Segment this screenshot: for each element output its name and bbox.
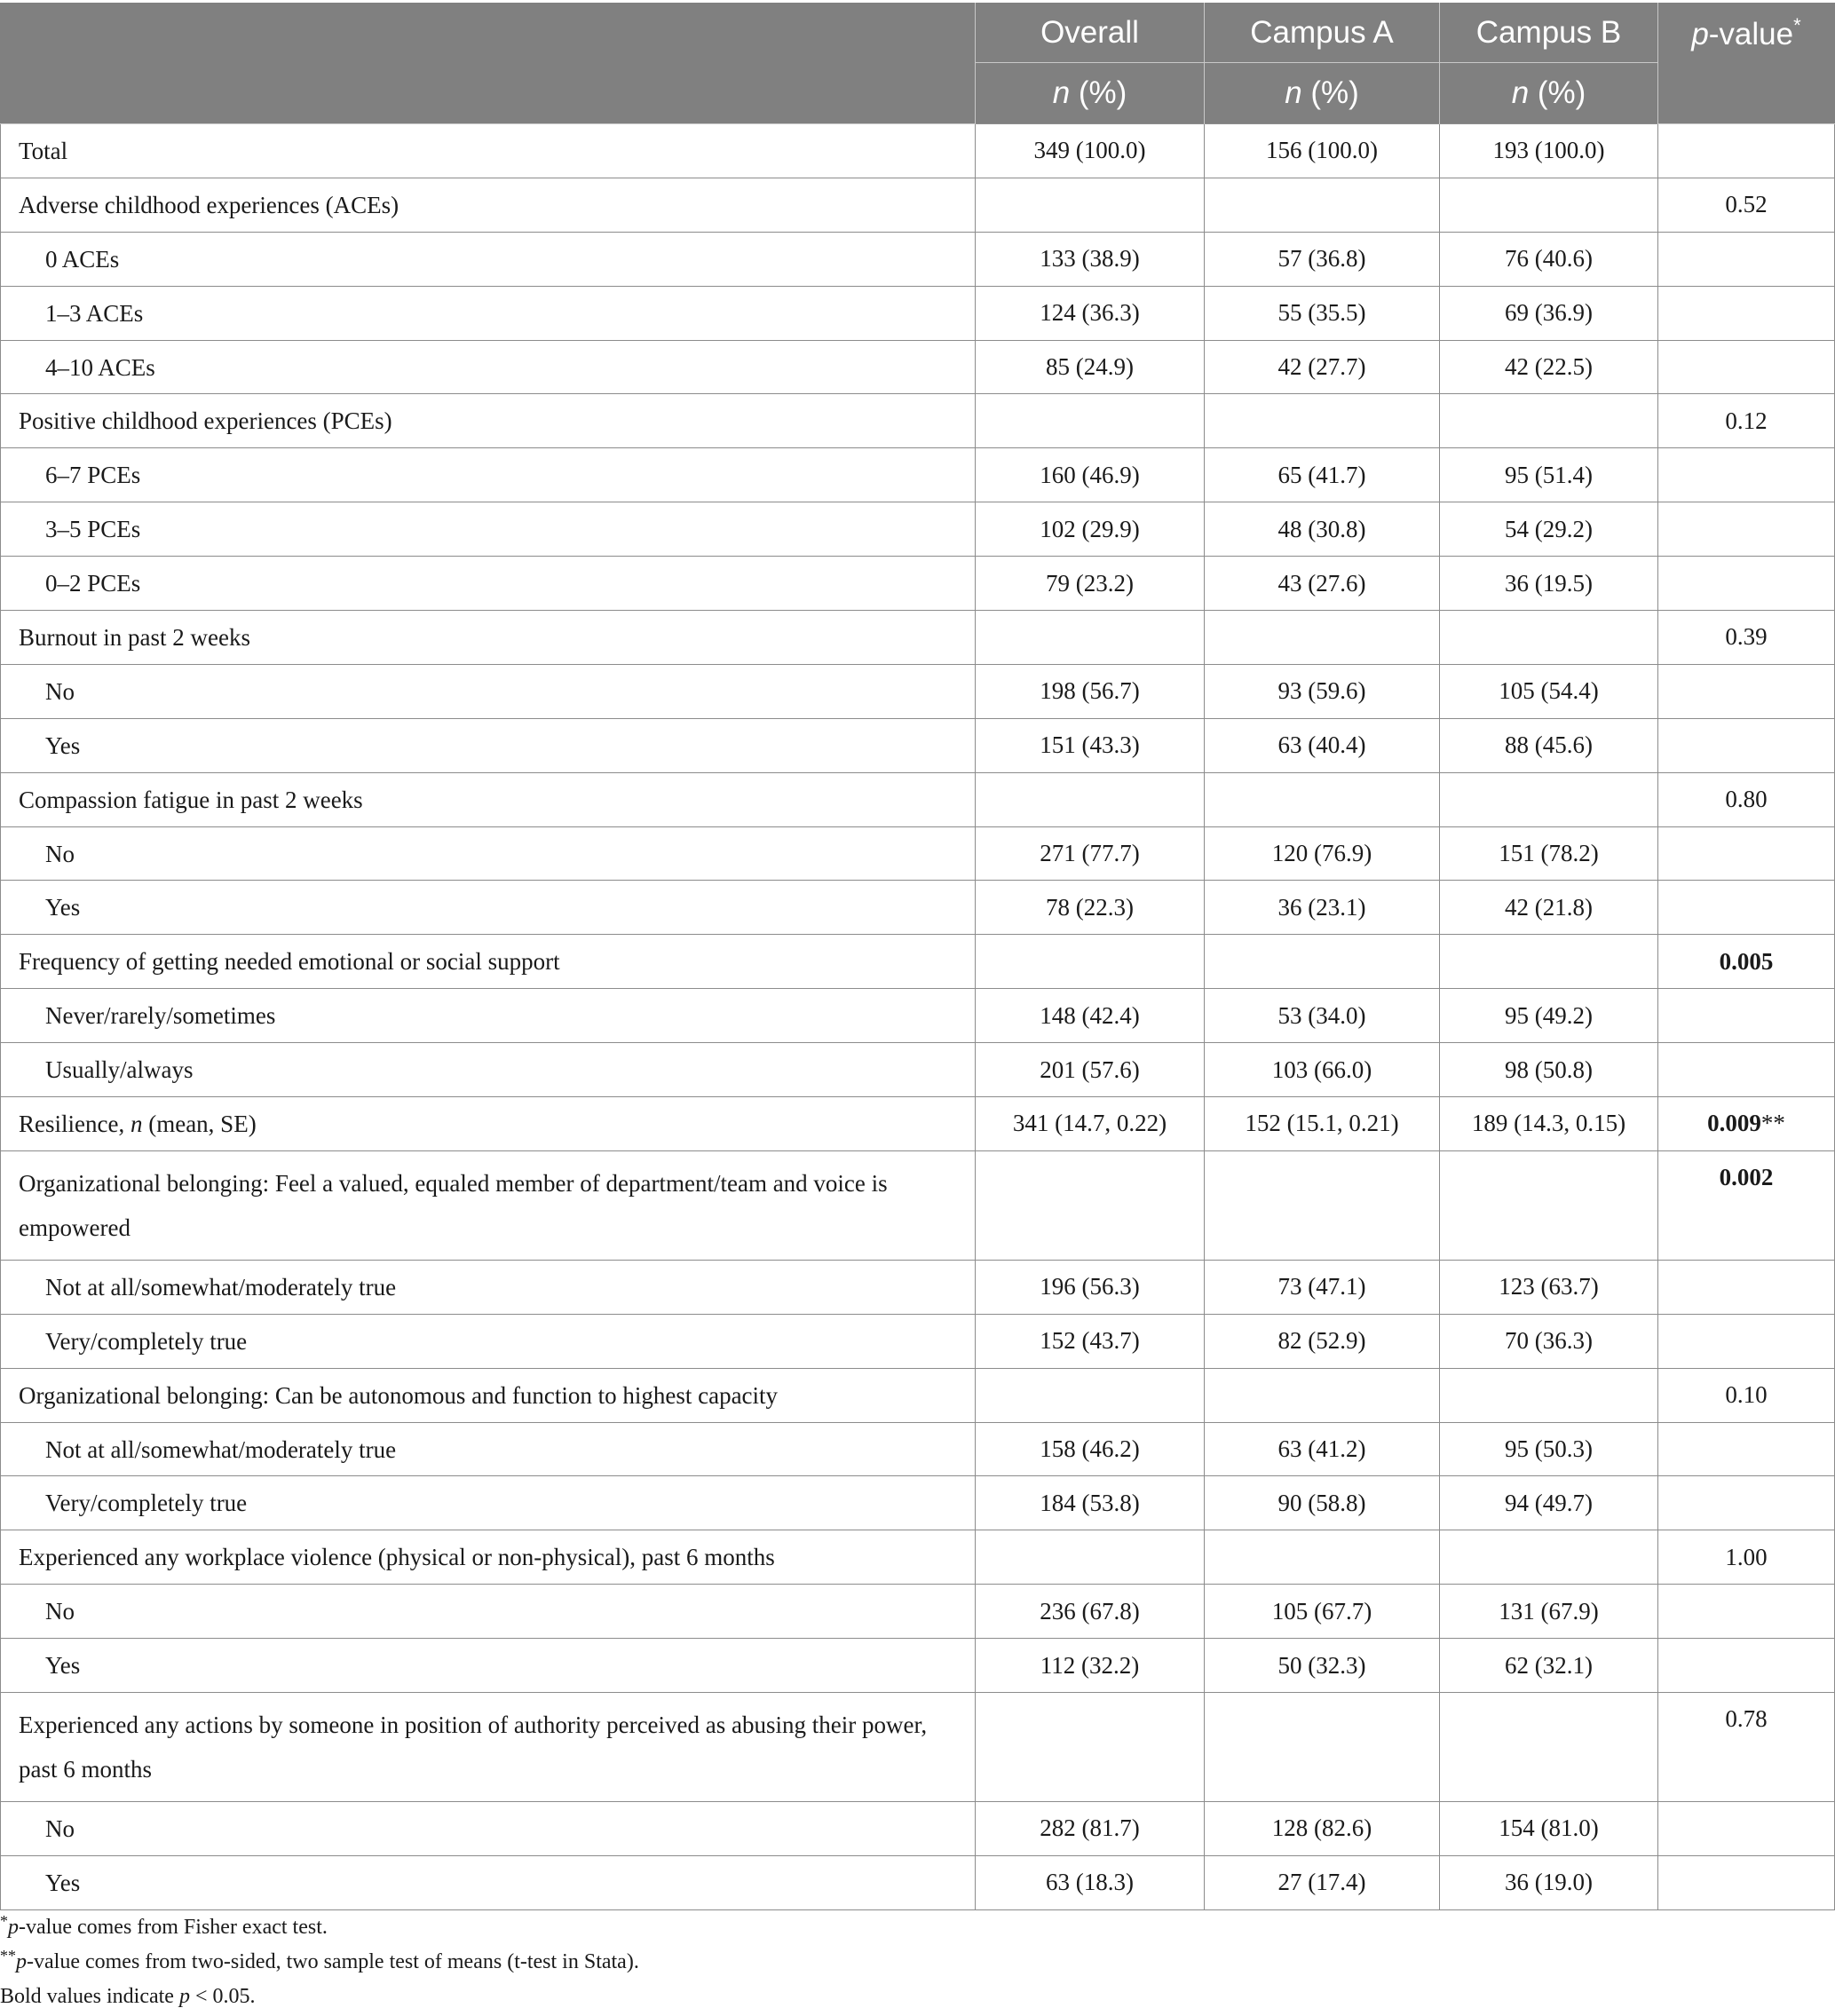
footnote-2-text: -value comes from two-sided, two sample test of means (t-test in Stata).	[27, 1950, 639, 1973]
cell-campus-a: 36 (23.1)	[1205, 881, 1440, 935]
cell-p-value	[1658, 1043, 1835, 1097]
cell-campus-b: 95 (49.2)	[1440, 989, 1658, 1043]
table-row	[1, 611, 1835, 665]
footnote-1-mark: *	[0, 1912, 8, 1930]
cell-p-value	[1658, 1855, 1835, 1909]
p-value-number: 0.52	[1725, 191, 1768, 218]
cell-overall	[976, 394, 1205, 448]
cell-overall	[976, 611, 1205, 665]
cell-campus-b: 76 (40.6)	[1440, 232, 1658, 286]
header-p-rest: -value	[1708, 17, 1794, 51]
table-row	[1, 1855, 1835, 1909]
table-row	[1, 1693, 1835, 1802]
cell-campus-b	[1440, 1693, 1658, 1802]
cell-campus-b: 94 (49.7)	[1440, 1476, 1658, 1530]
table-row	[1, 1476, 1835, 1530]
cell-campus-b	[1440, 935, 1658, 989]
cell-campus-a	[1205, 1368, 1440, 1422]
table-row	[1, 1260, 1835, 1314]
cell-overall	[976, 1530, 1205, 1585]
cell-campus-a	[1205, 1530, 1440, 1585]
row-sublabel: Very/completely true	[1, 1314, 976, 1368]
cell-overall: 148 (42.4)	[976, 989, 1205, 1043]
cell-p-value	[1658, 124, 1835, 178]
cell-p-value	[1658, 286, 1835, 340]
footnote-3-post: < 0.05.	[189, 1985, 256, 2008]
cell-campus-a: 90 (58.8)	[1205, 1476, 1440, 1530]
header-campus-b: Campus B	[1440, 3, 1658, 63]
header-campus-a-unit	[1205, 63, 1440, 124]
p-value-number: 1.00	[1725, 1543, 1768, 1570]
cell-campus-a: 55 (35.5)	[1205, 286, 1440, 340]
cell-p-value	[1658, 1693, 1835, 1802]
cell-campus-a	[1205, 772, 1440, 826]
cell-campus-b	[1440, 1530, 1658, 1585]
footnotes	[0, 1910, 639, 2013]
row-sublabel: 3–5 PCEs	[1, 502, 976, 557]
cell-p-value	[1658, 772, 1835, 826]
cell-p-value	[1658, 1476, 1835, 1530]
table-row	[1, 1639, 1835, 1693]
table-row	[1, 1422, 1835, 1476]
cell-campus-a: 57 (36.8)	[1205, 232, 1440, 286]
unit-rest: (%)	[1301, 75, 1359, 110]
cell-campus-a: 42 (27.7)	[1205, 340, 1440, 394]
cell-campus-a	[1205, 394, 1440, 448]
row-label: Organizational belonging: Feel a valued, equaled member of department/team and voice is empowered	[1, 1150, 976, 1260]
cell-campus-a	[1205, 1150, 1440, 1260]
row-sublabel: No	[1, 664, 976, 718]
cell-overall: 201 (57.6)	[976, 1043, 1205, 1097]
row-label-post: (mean, SE)	[142, 1110, 257, 1137]
row-sublabel: 1–3 ACEs	[1, 286, 976, 340]
header-overall-unit	[976, 63, 1205, 124]
cell-p-value	[1658, 935, 1835, 989]
row-sublabel: Never/rarely/sometimes	[1, 989, 976, 1043]
unit-rest: (%)	[1529, 75, 1586, 110]
table-row	[1, 718, 1835, 772]
row-label: Adverse childhood experiences (ACEs)	[1, 178, 976, 232]
row-label-var: n	[130, 1110, 143, 1137]
cell-p-value	[1658, 718, 1835, 772]
p-value-suffix: **	[1760, 1110, 1785, 1137]
cell-p-value	[1658, 1150, 1835, 1260]
cell-p-value	[1658, 340, 1835, 394]
cell-campus-a: 120 (76.9)	[1205, 826, 1440, 881]
cell-campus-a: 48 (30.8)	[1205, 502, 1440, 557]
cell-campus-a: 103 (66.0)	[1205, 1043, 1440, 1097]
table-row	[1, 178, 1835, 232]
cell-p-value	[1658, 664, 1835, 718]
data-table	[0, 3, 1835, 1910]
cell-campus-a: 50 (32.3)	[1205, 1639, 1440, 1693]
cell-campus-b	[1440, 178, 1658, 232]
cell-campus-b: 189 (14.3, 0.15)	[1440, 1097, 1658, 1151]
cell-campus-a: 73 (47.1)	[1205, 1260, 1440, 1314]
table-row	[1, 286, 1835, 340]
footnote-3	[0, 1980, 639, 2013]
table-row	[1, 448, 1835, 502]
cell-p-value	[1658, 1530, 1835, 1585]
cell-p-value	[1658, 448, 1835, 502]
cell-campus-b: 95 (51.4)	[1440, 448, 1658, 502]
p-value-number: 0.39	[1725, 623, 1768, 651]
footnote-3-var: p	[178, 1985, 190, 2008]
row-sublabel: No	[1, 1585, 976, 1639]
cell-campus-b: 154 (81.0)	[1440, 1802, 1658, 1856]
row-sublabel: Usually/always	[1, 1043, 976, 1097]
cell-campus-a: 93 (59.6)	[1205, 664, 1440, 718]
cell-overall	[976, 1368, 1205, 1422]
cell-campus-b: 70 (36.3)	[1440, 1314, 1658, 1368]
row-sublabel: 0–2 PCEs	[1, 557, 976, 611]
cell-overall: 236 (67.8)	[976, 1585, 1205, 1639]
cell-campus-a: 105 (67.7)	[1205, 1585, 1440, 1639]
cell-campus-a: 43 (27.6)	[1205, 557, 1440, 611]
table-row	[1, 1530, 1835, 1585]
cell-p-value	[1658, 989, 1835, 1043]
cell-p-value	[1658, 1097, 1835, 1151]
p-value-number: 0.009	[1707, 1110, 1761, 1137]
cell-overall: 341 (14.7, 0.22)	[976, 1097, 1205, 1151]
table-row	[1, 1314, 1835, 1368]
p-value-number: 0.80	[1725, 786, 1768, 813]
cell-overall: 152 (43.7)	[976, 1314, 1205, 1368]
header-row-titles	[1, 3, 1835, 63]
cell-campus-a: 27 (17.4)	[1205, 1855, 1440, 1909]
cell-overall	[976, 1150, 1205, 1260]
table-row	[1, 124, 1835, 178]
table-body	[1, 124, 1835, 1910]
table-row	[1, 989, 1835, 1043]
header-p-mark: *	[1793, 14, 1801, 36]
cell-campus-b: 42 (21.8)	[1440, 881, 1658, 935]
footnote-1-text: -value comes from Fisher exact test.	[19, 1916, 328, 1939]
cell-overall: 63 (18.3)	[976, 1855, 1205, 1909]
cell-campus-b: 123 (63.7)	[1440, 1260, 1658, 1314]
cell-campus-a: 128 (82.6)	[1205, 1802, 1440, 1856]
cell-campus-a: 152 (15.1, 0.21)	[1205, 1097, 1440, 1151]
unit-var: n	[1511, 75, 1530, 110]
p-value-number: 0.78	[1725, 1705, 1768, 1733]
cell-campus-a: 63 (40.4)	[1205, 718, 1440, 772]
p-value-number: 0.12	[1725, 407, 1768, 434]
cell-overall: 196 (56.3)	[976, 1260, 1205, 1314]
cell-p-value	[1658, 611, 1835, 665]
row-sublabel: Not at all/somewhat/moderately true	[1, 1260, 976, 1314]
footnote-1-var: p	[8, 1916, 19, 1939]
p-value-number: 0.005	[1719, 947, 1774, 975]
cell-campus-a: 63 (41.2)	[1205, 1422, 1440, 1476]
cell-campus-b: 131 (67.9)	[1440, 1585, 1658, 1639]
table-row	[1, 1150, 1835, 1260]
table-row	[1, 340, 1835, 394]
cell-campus-b: 62 (32.1)	[1440, 1639, 1658, 1693]
footnote-3-pre: Bold values indicate	[0, 1985, 179, 2008]
cell-p-value	[1658, 1639, 1835, 1693]
table-row	[1, 1043, 1835, 1097]
cell-overall: 160 (46.9)	[976, 448, 1205, 502]
cell-overall: 158 (46.2)	[976, 1422, 1205, 1476]
cell-campus-b	[1440, 394, 1658, 448]
row-sublabel: Yes	[1, 1855, 976, 1909]
cell-campus-b: 36 (19.0)	[1440, 1855, 1658, 1909]
row-label: Compassion fatigue in past 2 weeks	[1, 772, 976, 826]
header-p-var: p	[1691, 17, 1709, 51]
table-row	[1, 557, 1835, 611]
cell-p-value	[1658, 1314, 1835, 1368]
cell-campus-a	[1205, 178, 1440, 232]
unit-rest: (%)	[1070, 75, 1127, 110]
cell-campus-a: 156 (100.0)	[1205, 124, 1440, 178]
cell-campus-b: 98 (50.8)	[1440, 1043, 1658, 1097]
row-sublabel: 0 ACEs	[1, 232, 976, 286]
row-sublabel: Yes	[1, 718, 976, 772]
cell-campus-b: 193 (100.0)	[1440, 124, 1658, 178]
table-row	[1, 394, 1835, 448]
cell-overall: 198 (56.7)	[976, 664, 1205, 718]
footnote-2	[0, 1945, 639, 1980]
footnote-2-var: p	[16, 1950, 27, 1973]
row-label: Positive childhood experiences (PCEs)	[1, 394, 976, 448]
row-sublabel: No	[1, 826, 976, 881]
cell-p-value	[1658, 394, 1835, 448]
cell-campus-b: 69 (36.9)	[1440, 286, 1658, 340]
cell-overall	[976, 178, 1205, 232]
cell-campus-b: 105 (54.4)	[1440, 664, 1658, 718]
cell-campus-b	[1440, 1368, 1658, 1422]
cell-overall	[976, 935, 1205, 989]
p-value-number: 0.002	[1719, 1163, 1774, 1190]
cell-overall: 112 (32.2)	[976, 1639, 1205, 1693]
cell-campus-a	[1205, 935, 1440, 989]
row-sublabel: No	[1, 1802, 976, 1856]
cell-campus-a: 65 (41.7)	[1205, 448, 1440, 502]
table-row	[1, 881, 1835, 935]
header-p-value	[1658, 3, 1835, 124]
row-label: Experienced any workplace violence (physical or non-physical), past 6 months	[1, 1530, 976, 1585]
row-sublabel: Yes	[1, 881, 976, 935]
row-label-pre: Resilience,	[19, 1110, 131, 1137]
p-value-number: 0.10	[1725, 1381, 1768, 1409]
cell-overall: 124 (36.3)	[976, 286, 1205, 340]
cell-overall	[976, 772, 1205, 826]
table-row	[1, 1802, 1835, 1856]
header-campus-b-unit	[1440, 63, 1658, 124]
cell-campus-b	[1440, 611, 1658, 665]
cell-p-value	[1658, 881, 1835, 935]
cell-p-value	[1658, 502, 1835, 557]
footnote-1	[0, 1910, 639, 1945]
cell-p-value	[1658, 1368, 1835, 1422]
row-label: Frequency of getting needed emotional or social support	[1, 935, 976, 989]
cell-campus-a: 53 (34.0)	[1205, 989, 1440, 1043]
footnote-2-mark: **	[0, 1947, 16, 1965]
cell-overall: 133 (38.9)	[976, 232, 1205, 286]
table-row	[1, 664, 1835, 718]
cell-p-value	[1658, 1585, 1835, 1639]
cell-p-value	[1658, 178, 1835, 232]
row-sublabel: Yes	[1, 1639, 976, 1693]
cell-overall: 271 (77.7)	[976, 826, 1205, 881]
cell-p-value	[1658, 1260, 1835, 1314]
cell-campus-b: 88 (45.6)	[1440, 718, 1658, 772]
header-label-cell	[1, 3, 976, 124]
cell-p-value	[1658, 1422, 1835, 1476]
row-sublabel: 4–10 ACEs	[1, 340, 976, 394]
cell-campus-a: 82 (52.9)	[1205, 1314, 1440, 1368]
cell-overall: 282 (81.7)	[976, 1802, 1205, 1856]
cell-p-value	[1658, 232, 1835, 286]
cell-campus-b	[1440, 1150, 1658, 1260]
cell-campus-b: 36 (19.5)	[1440, 557, 1658, 611]
cell-p-value	[1658, 1802, 1835, 1856]
row-label: Organizational belonging: Can be autonomous and function to highest capacity	[1, 1368, 976, 1422]
header-campus-a: Campus A	[1205, 3, 1440, 63]
cell-overall: 85 (24.9)	[976, 340, 1205, 394]
row-sublabel: 6–7 PCEs	[1, 448, 976, 502]
table-row	[1, 772, 1835, 826]
cell-p-value	[1658, 826, 1835, 881]
cell-overall: 151 (43.3)	[976, 718, 1205, 772]
cell-campus-b: 151 (78.2)	[1440, 826, 1658, 881]
table-row	[1, 1097, 1835, 1151]
row-label: Total	[1, 124, 976, 178]
table-header	[1, 3, 1835, 124]
table-row	[1, 826, 1835, 881]
cell-campus-b: 95 (50.3)	[1440, 1422, 1658, 1476]
row-label	[1, 1097, 976, 1151]
row-label: Experienced any actions by someone in position of authority perceived as abusing their power, past 6 months	[1, 1693, 976, 1802]
table-row	[1, 935, 1835, 989]
cell-campus-b	[1440, 772, 1658, 826]
cell-p-value	[1658, 557, 1835, 611]
cell-campus-b: 42 (22.5)	[1440, 340, 1658, 394]
row-sublabel: Not at all/somewhat/moderately true	[1, 1422, 976, 1476]
table-row	[1, 232, 1835, 286]
cell-overall: 102 (29.9)	[976, 502, 1205, 557]
table-container	[0, 3, 1834, 1910]
cell-overall: 79 (23.2)	[976, 557, 1205, 611]
table-row	[1, 502, 1835, 557]
table-row	[1, 1585, 1835, 1639]
cell-overall: 184 (53.8)	[976, 1476, 1205, 1530]
cell-campus-a	[1205, 611, 1440, 665]
cell-overall: 349 (100.0)	[976, 124, 1205, 178]
unit-var: n	[1052, 75, 1071, 110]
cell-overall: 78 (22.3)	[976, 881, 1205, 935]
row-sublabel: Very/completely true	[1, 1476, 976, 1530]
cell-overall	[976, 1693, 1205, 1802]
cell-campus-a	[1205, 1693, 1440, 1802]
cell-campus-b: 54 (29.2)	[1440, 502, 1658, 557]
row-label: Burnout in past 2 weeks	[1, 611, 976, 665]
table-row	[1, 1368, 1835, 1422]
unit-var: n	[1285, 75, 1302, 110]
header-overall: Overall	[976, 3, 1205, 63]
